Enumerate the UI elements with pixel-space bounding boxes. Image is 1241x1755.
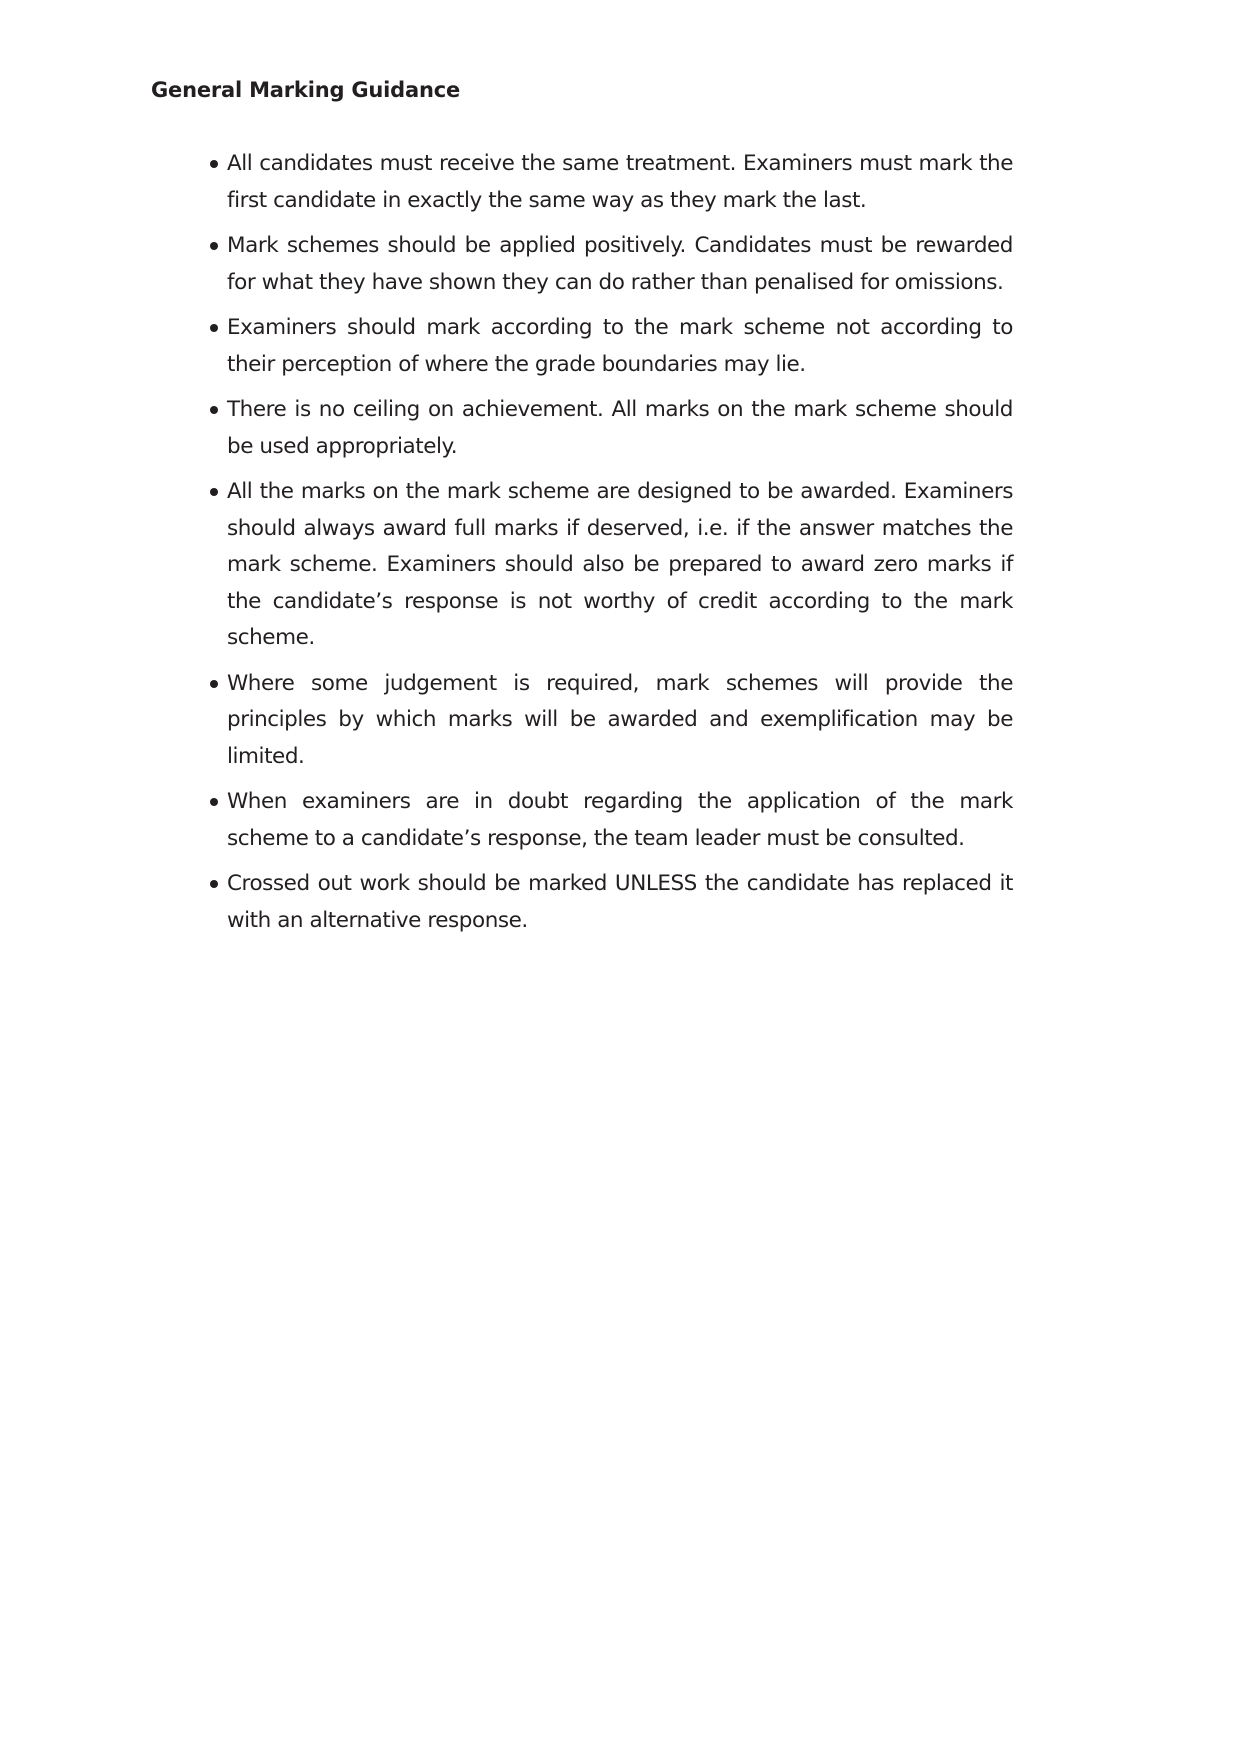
bullet-icon [210,406,218,414]
guidance-list [227,146,1013,948]
guidance-text: Where some judgement is required, mark schemes will provide the principles by which marks will be awarded and exemplification may be limited. [227,670,1013,769]
guidance-text: Crossed out work should be marked UNLESS the candidate has replaced it with an alternative response. [227,871,1013,933]
guidance-text: Examiners should mark according to the mark scheme not according to their perception of where the grade boundaries may lie. [227,315,1013,377]
guidance-item [227,228,1013,301]
bullet-icon [210,680,218,688]
bullet-icon [210,880,218,888]
page-heading: General Marking Guidance [151,78,461,102]
bullet-icon [210,160,218,168]
guidance-text: All the marks on the mark scheme are designed to be awarded. Examiners should always award full marks if deserved, i.e. if the answer matches the mark scheme. Examiners should also be prepared to award zero marks if the candidate’s response is not worthy of credit according to the mark scheme. [227,479,1013,650]
bullet-icon [210,324,218,332]
guidance-item [227,866,1013,939]
bullet-icon [210,242,218,250]
guidance-item [227,146,1013,219]
guidance-item [227,666,1013,776]
guidance-text: All candidates must receive the same treatment. Examiners must mark the first candidate in exactly the same way as they mark the last. [227,151,1013,213]
guidance-text: Mark schemes should be applied positively. Candidates must be rewarded for what they have shown they can do rather than penalised for omissions. [227,233,1013,295]
guidance-item [227,310,1013,383]
guidance-item [227,784,1013,857]
bullet-icon [210,798,218,806]
guidance-text: There is no ceiling on achievement. All marks on the mark scheme should be used appropriately. [227,397,1013,459]
bullet-icon [210,488,218,496]
guidance-item [227,392,1013,465]
guidance-text: When examiners are in doubt regarding the application of the mark scheme to a candidate’s response, the team leader must be consulted. [227,789,1013,851]
guidance-item [227,474,1013,657]
